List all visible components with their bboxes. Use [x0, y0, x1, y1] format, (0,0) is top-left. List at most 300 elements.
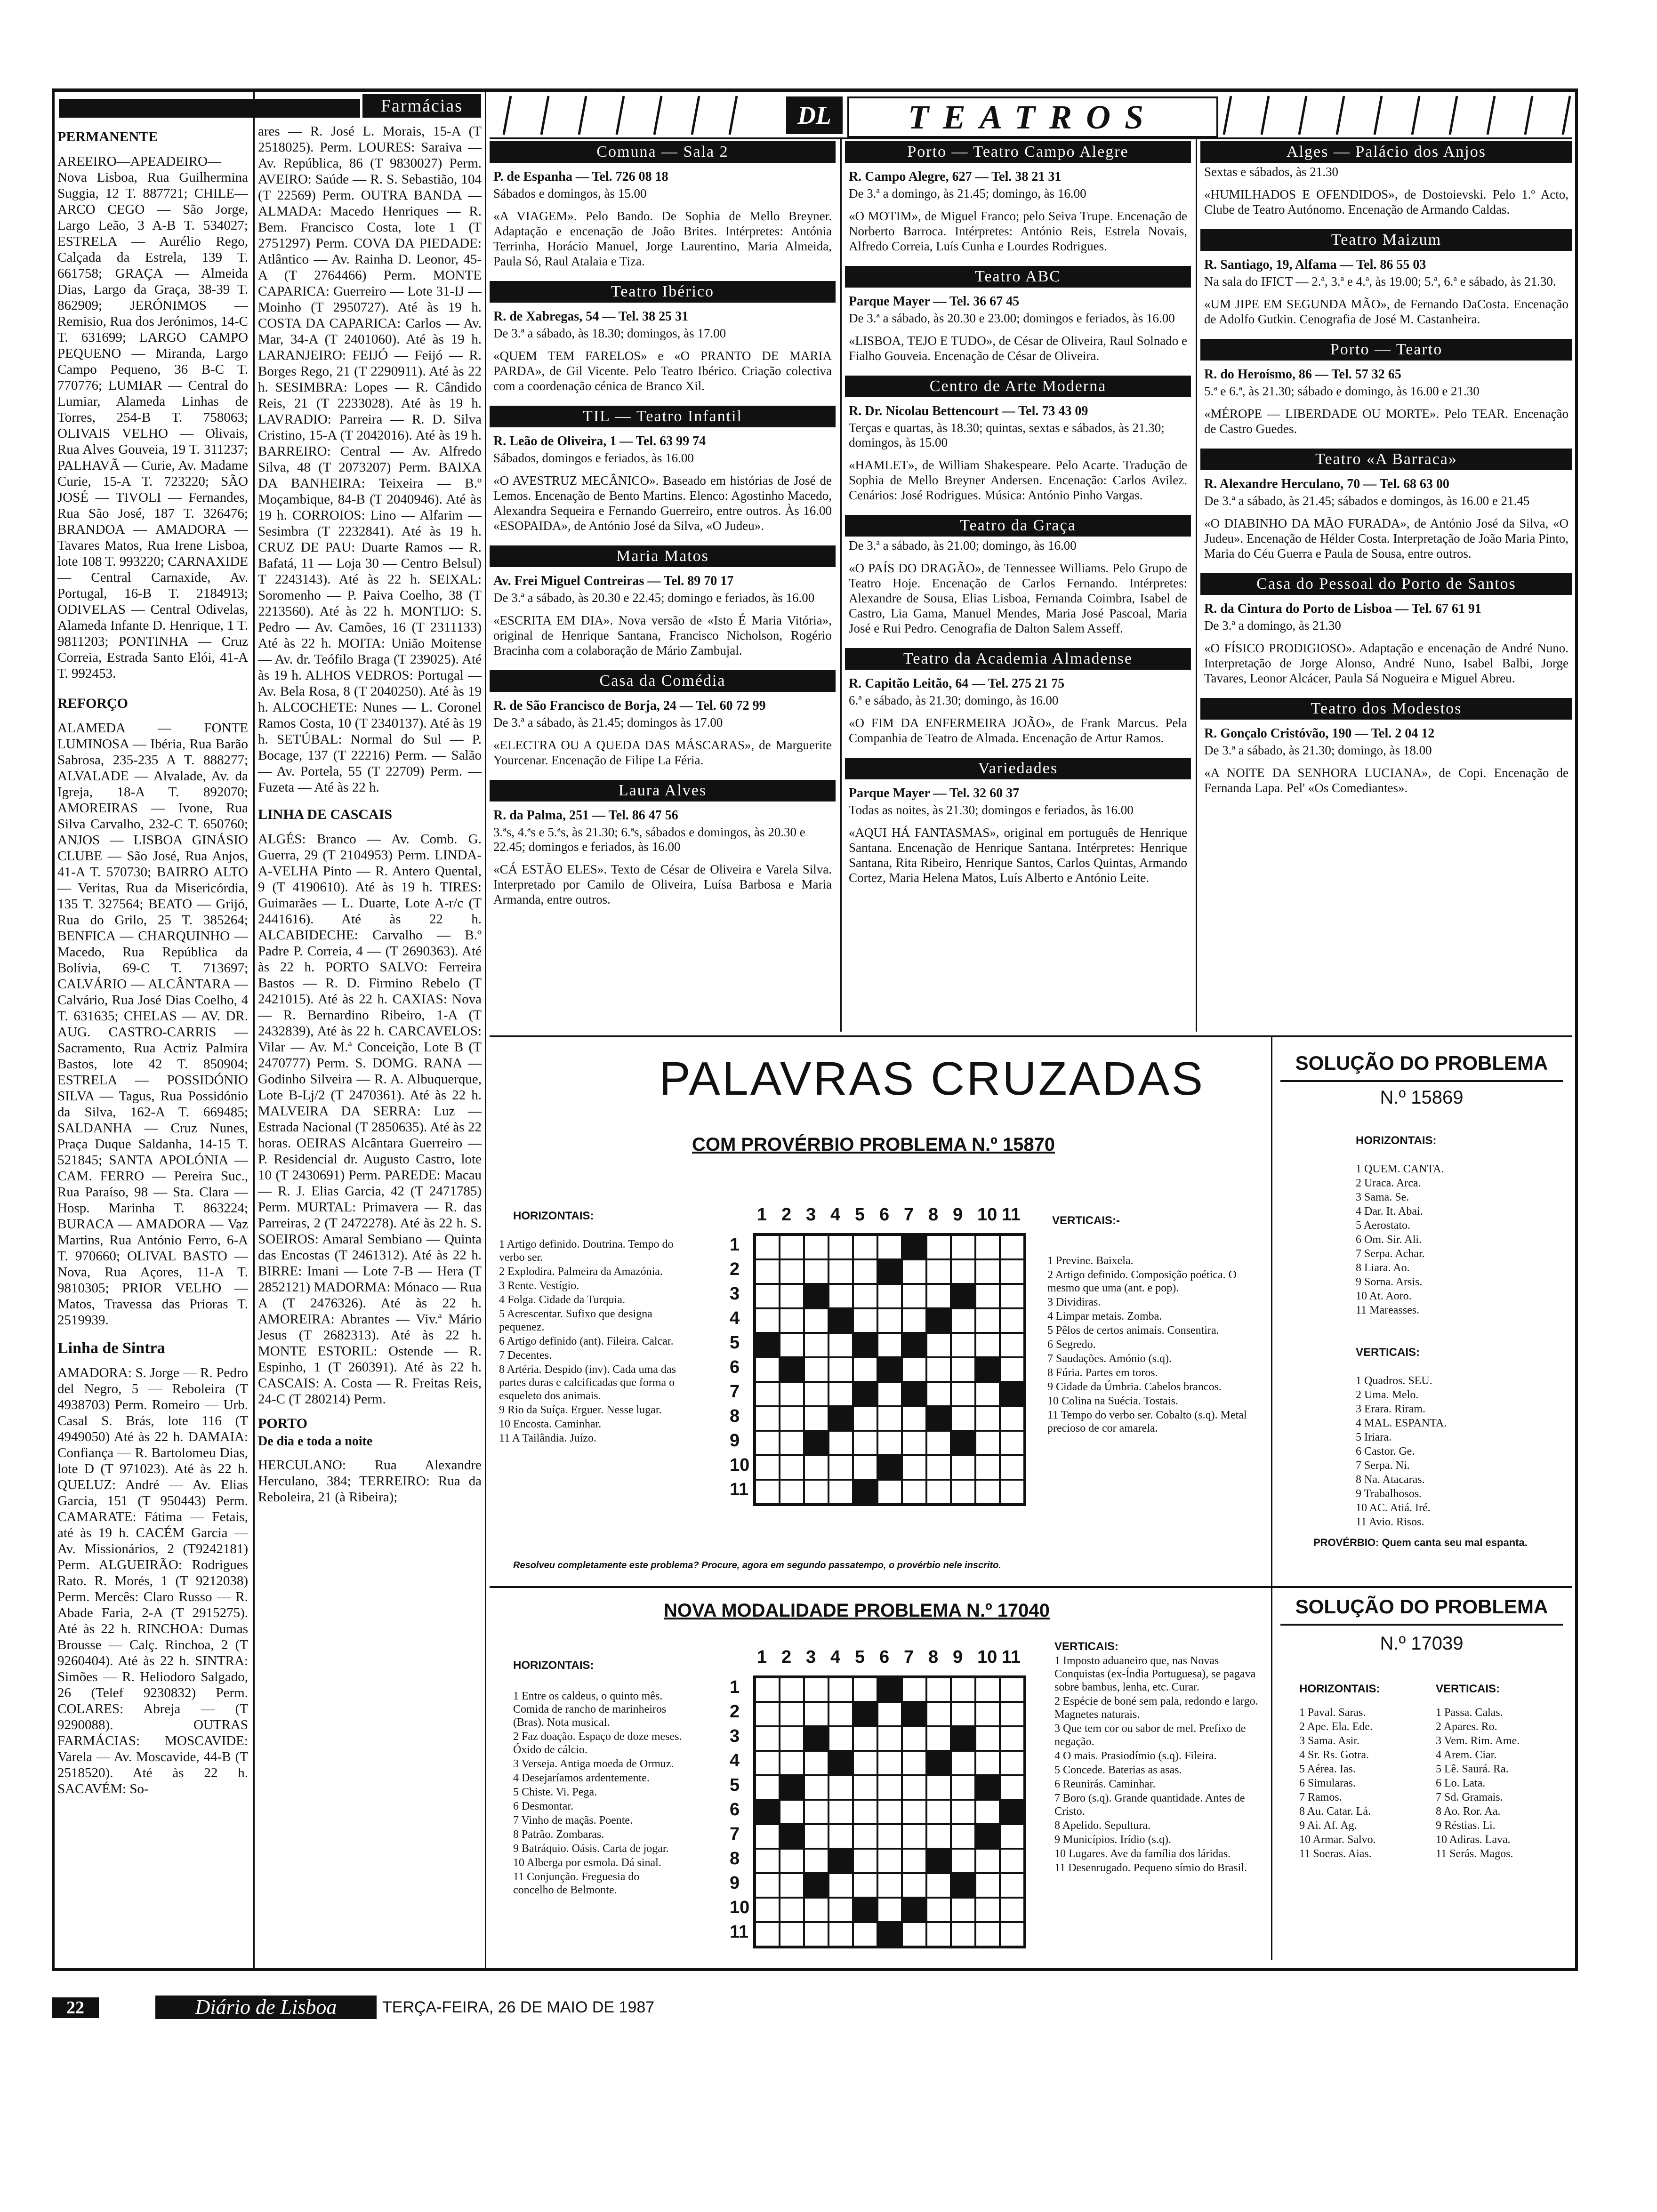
grid-cell[interactable] [804, 1702, 828, 1726]
grid-cell[interactable] [853, 1308, 877, 1333]
farmacias-col-1 [57, 123, 248, 1801]
grid-cell[interactable] [926, 1357, 951, 1382]
theatre-schedule: De 3.ª a sábado, às 21.45; sábados e domingos, às 16.00 e 21.45 [1204, 494, 1530, 508]
theatre-schedule: 5.ª e 6.ª, às 21.30; sábado e domingo, às 16.00 e 21.30 [1204, 384, 1480, 398]
grid-cell[interactable] [975, 1480, 1000, 1504]
grid-cell[interactable] [828, 1726, 853, 1751]
grid-cell[interactable] [853, 1824, 877, 1849]
theatre-address: R. da Cintura do Porto de Lisboa — Tel. 67 61 91 [1204, 601, 1481, 616]
theatre-description: «O AVESTRUZ MECÂNICO». Baseado em histórias de José de Lemos. Encenação de Bento Martins. Elenco: Agostinho Macedo, Alexandra Sequeira e Fernando Guerreiro, entre outros. Às 16.00 «ESOPAIDA», de António José da Silva, «O Judeu». [493, 473, 832, 533]
grid-cell[interactable] [853, 1357, 877, 1382]
clue-item: 11 Desenrugado. Pequeno símio do Brasil. [1054, 1862, 1247, 1874]
grid-cell[interactable] [926, 1235, 951, 1259]
grid-cell[interactable] [926, 1702, 951, 1726]
sol2-vert-label: VERTICAIS: [1436, 1683, 1500, 1695]
grid-cell[interactable] [780, 1800, 804, 1824]
theatre-description: «ELECTRA OU A QUEDA DAS MÁSCARAS», de Marguerite Yourcenar. Encenação de Filipe La Féria. [493, 738, 832, 767]
grid-cell[interactable] [975, 1455, 1000, 1480]
grid-cell[interactable] [780, 1259, 804, 1284]
theatre-description: «LISBOA, TEJO E TUDO», de César de Oliveira, Raul Solnado e Fialho Gouveia. Encenação de César de Oliveira. [849, 334, 1187, 363]
grid-cell[interactable] [975, 1677, 1000, 1702]
grid-cell[interactable] [926, 1382, 951, 1406]
grid-col-number: 9 [953, 1205, 963, 1225]
clue-item: 4 Desejaríamos ardentemente. [513, 1772, 650, 1784]
grid-cell[interactable] [951, 1406, 975, 1431]
clue-item: 7 Boro (s.q). Grande quantidade. Antes de Cristo. [1054, 1792, 1245, 1818]
grid-col-number: 9 [953, 1647, 963, 1667]
grid-block [902, 1333, 926, 1357]
cascais-text: ALGÉS: Branco — Av. Comb. G. Guerra, 29 (T 2104953) Perm. LINDA-A-VELHA Pinto — R. Antero Quental, 9 (T 4190610). Até às 19 h. TIRES: Guimarães — L. Duarte, Lote A-r/c (T 2441616). Até às 22 h. ALCABIDECHE: Carvalho — B.º Padre P. Correia, 4 — (T 2690363). Até às 22 h. PORTO SALVO: Ferreira Bastos — R. D. Firmino Rebelo (T 2421015). Até às 22 h. CAXIAS: Nova — R. Bernardino Ribeiro, 1-A (T 2432839), Até às 22 h. CARCAVELOS: Vilar — Av. M.ª Conceição, Lote B (T 2470777) Perm. S. DOMG. RANA — Godinho Silveira — R. A. Albuquerque, Lote B-Lj/2 (T 2470361). Até às 22 h. MALVEIRA DA SERRA: Luz — Estrada Nacional (T 2850635). Até às 22 horas. OEIRAS Alcântara Guerreiro — P. Residencial dr. Augusto Castro, lote 10 (T 2430691) Perm. PAREDE: Macau — R. J. Elias Garcia, 42 (T 2471785) Perm. MURTAL: Primavera — R. das Parreiras, 2 (T 2472278). Até às 22 h. S. SOEIROS: Amaral Sembiano — Quinta das Encostas (T 2461312). Até às 22 h. BIRRE: Imani — Lote 7-B — Hera (T 2852121) MADORMA: Mónaco — Rua A (T 2476326). Até às 22 h. AMOREIRA: Abrantes — Viv.ª Mário Jesus (T 2682313). Até às 22 h. MONTE ESTORIL: Ostende — R. Espinho, 1 (T 260391). Até às 22 h. CASCAIS: A. Costa — R. Freitas Reis, 24-C (T 280214) Perm. [258, 832, 482, 1407]
grid-cell[interactable] [877, 1800, 902, 1824]
grid-cell[interactable] [951, 1677, 975, 1702]
grid-col-number: 5 [855, 1205, 865, 1225]
grid-cell[interactable] [877, 1480, 902, 1504]
theatre-address: R. Santiago, 19, Alfama — Tel. 86 55 03 [1204, 257, 1426, 272]
grid-cell[interactable] [902, 1308, 926, 1333]
grid-cell[interactable] [828, 1382, 853, 1406]
grid-cell[interactable] [780, 1873, 804, 1898]
clue-item: 2 Explodira. Palmeira da Amazónia. [499, 1266, 663, 1278]
grid-cell[interactable] [1000, 1677, 1024, 1702]
grid-cell[interactable] [1000, 1357, 1024, 1382]
grid-cell[interactable] [804, 1800, 828, 1824]
sol2-horiz-label: HORIZONTAIS: [1299, 1683, 1380, 1695]
grid-cell[interactable] [902, 1922, 926, 1947]
grid-cell[interactable] [853, 1726, 877, 1751]
grid-cell[interactable] [853, 1235, 877, 1259]
grid-cell[interactable] [780, 1284, 804, 1308]
grid-cell[interactable] [902, 1259, 926, 1284]
grid-cell[interactable] [804, 1382, 828, 1406]
grid-cell[interactable] [975, 1702, 1000, 1726]
grid-cell[interactable] [902, 1873, 926, 1898]
grid-cell[interactable] [853, 1800, 877, 1824]
grid-cell[interactable] [1000, 1922, 1024, 1947]
grid-cell[interactable] [755, 1726, 780, 1751]
theatre-description: «A VIAGEM». Pelo Bando. De Sophia de Mello Breyner. Adaptação e encenação de João Brites. Intérpretes: Antónia Terrinha, Horácio Manuel, Jorge Laurentino, Maria Almeida, Paula Só, Raul Atalaia e Tiza. [493, 209, 832, 268]
grid-cell[interactable] [951, 1824, 975, 1849]
theatre-description: «ESCRITA EM DIA». Nova versão de «Isto É Maria Vitória», original de Henrique Santana, Francisco Nicholson, Rogério Bracinha com a colaboração de Mário Zambujal. [493, 613, 832, 657]
solution1-number: N.º 15869 [1380, 1087, 1464, 1108]
grid-cell[interactable] [828, 1333, 853, 1357]
grid-cell[interactable] [755, 1382, 780, 1406]
grid-cell[interactable] [828, 1824, 853, 1849]
grid-cell[interactable] [853, 1455, 877, 1480]
grid-cell[interactable] [1000, 1406, 1024, 1431]
theatre-address: R. de São Francisco de Borja, 24 — Tel. 60 72 99 [493, 698, 766, 713]
theatre-listing [845, 376, 1191, 503]
grid-cell[interactable] [877, 1431, 902, 1455]
clue-item: 1 Artigo definido. Doutrina. Tempo do verbo ser. [499, 1238, 674, 1264]
grid-cell[interactable] [780, 1922, 804, 1947]
grid-col-number: 10 [977, 1647, 997, 1667]
grid-cell[interactable] [755, 1775, 780, 1800]
clue-item: 10 Encosta. Caminhar. [499, 1418, 602, 1430]
grid-cell[interactable] [926, 1480, 951, 1504]
theatre-name: Alges — Palácio dos Anjos [1200, 141, 1572, 163]
grid-cell[interactable] [755, 1898, 780, 1922]
grid-cell[interactable] [780, 1751, 804, 1775]
clue-item: 7 Vinho de maçãs. Poente. [513, 1814, 633, 1827]
grid-cell[interactable] [804, 1775, 828, 1800]
grid-cell[interactable] [828, 1702, 853, 1726]
grid-cell[interactable] [902, 1431, 926, 1455]
theatre-address: R. de Xabregas, 54 — Tel. 38 25 31 [493, 309, 689, 324]
grid-block [877, 1922, 902, 1947]
clue-item: 7 Sd. Gramais. [1436, 1791, 1503, 1803]
grid-cell[interactable] [828, 1431, 853, 1455]
clue-item: 5 Aérea. Ias. [1299, 1763, 1356, 1775]
grid-cell[interactable] [1000, 1333, 1024, 1357]
grid-block [853, 1480, 877, 1504]
grid-cell[interactable] [975, 1751, 1000, 1775]
grid-cell[interactable] [926, 1455, 951, 1480]
grid-cell[interactable] [902, 1677, 926, 1702]
grid-block [755, 1800, 780, 1824]
clue-item: 7 Serpa. Achar. [1356, 1248, 1425, 1260]
grid-cell[interactable] [780, 1898, 804, 1922]
grid-cell[interactable] [877, 1898, 902, 1922]
theatre-schedule: De 3.ª a domingo, às 21.30 [1204, 618, 1341, 633]
grid-cell[interactable] [755, 1751, 780, 1775]
theatre-listing [490, 780, 836, 907]
grid-row-number: 6 [730, 1800, 740, 1819]
grid-cell[interactable] [755, 1849, 780, 1873]
grid-cell[interactable] [780, 1308, 804, 1333]
grid-cell[interactable] [926, 1775, 951, 1800]
grid-cell[interactable] [804, 1357, 828, 1382]
theatre-listing [490, 281, 836, 393]
grid-cell[interactable] [853, 1431, 877, 1455]
grid-cell[interactable] [902, 1751, 926, 1775]
grid-block [902, 1235, 926, 1259]
grid-cell[interactable] [877, 1751, 902, 1775]
grid-cell[interactable] [853, 1751, 877, 1775]
grid-cell[interactable] [755, 1357, 780, 1382]
grid-cell[interactable] [926, 1431, 951, 1455]
grid-cell[interactable] [926, 1677, 951, 1702]
grid-cell[interactable] [780, 1726, 804, 1751]
grid-cell[interactable] [780, 1702, 804, 1726]
clue-item: 8 Ao. Ror. Aa. [1436, 1805, 1501, 1818]
grid-cell[interactable] [951, 1751, 975, 1775]
theatre-name: Casa da Comédia [490, 670, 836, 692]
grid-cell[interactable] [1000, 1480, 1024, 1504]
grid-cell[interactable] [975, 1235, 1000, 1259]
grid-cell[interactable] [1000, 1775, 1024, 1800]
grid-cell[interactable] [828, 1480, 853, 1504]
grid-cell[interactable] [951, 1382, 975, 1406]
grid-cell[interactable] [951, 1455, 975, 1480]
grid-cell[interactable] [828, 1677, 853, 1702]
solution2-title-rule [1280, 1624, 1563, 1626]
grid-cell[interactable] [1000, 1455, 1024, 1480]
clue-item: 1 Passa. Calas. [1436, 1707, 1503, 1719]
grid-row-number: 4 [730, 1308, 740, 1328]
clue-item: 1 Entre os caldeus, o quinto mês. Comida de rancho de marinheiros (Bras). Nota musical. [513, 1690, 667, 1729]
grid-cell[interactable] [853, 1259, 877, 1284]
grid-row-number: 5 [730, 1775, 740, 1795]
grid-cell[interactable] [1000, 1751, 1024, 1775]
grid-cell[interactable] [1000, 1308, 1024, 1333]
grid-row-number: 4 [730, 1751, 740, 1771]
grid-cell[interactable] [780, 1677, 804, 1702]
grid-cell[interactable] [804, 1235, 828, 1259]
theatre-name: Porto — Tearto [1200, 339, 1572, 361]
grid-cell[interactable] [926, 1922, 951, 1947]
grid-cell[interactable] [853, 1406, 877, 1431]
grid-cell[interactable] [951, 1259, 975, 1284]
clue-item: 9 Municípios. Irídio (s.q). [1054, 1834, 1171, 1846]
permanente-heading: PERMANENTE [57, 129, 158, 144]
grid-cell[interactable] [804, 1259, 828, 1284]
grid-cell[interactable] [951, 1775, 975, 1800]
grid-cell[interactable] [780, 1235, 804, 1259]
grid-cell[interactable] [804, 1898, 828, 1922]
grid-cell[interactable] [951, 1922, 975, 1947]
grid-cell[interactable] [755, 1824, 780, 1849]
grid-cell[interactable] [853, 1775, 877, 1800]
theatre-schedule: Sábados e domingos, às 15.00 [493, 186, 647, 200]
grid-cell[interactable] [853, 1284, 877, 1308]
clue-item: 4 Folga. Cidade da Turquia. [499, 1294, 625, 1306]
grid-cell[interactable] [902, 1455, 926, 1480]
grid-cell[interactable] [951, 1898, 975, 1922]
grid-cell[interactable] [755, 1284, 780, 1308]
grid-cell[interactable] [951, 1702, 975, 1726]
grid-cell[interactable] [975, 1382, 1000, 1406]
grid-cell[interactable] [1000, 1259, 1024, 1284]
grid-cell[interactable] [828, 1922, 853, 1947]
grid-cell[interactable] [1000, 1873, 1024, 1898]
grid-row-number: 8 [730, 1406, 740, 1426]
grid-cell[interactable] [780, 1431, 804, 1455]
grid-cell[interactable] [926, 1259, 951, 1284]
grid-cell[interactable] [877, 1849, 902, 1873]
clue-item: 11 A Tailândia. Juízo. [499, 1432, 596, 1444]
grid-cell[interactable] [780, 1382, 804, 1406]
grid-cell[interactable] [926, 1824, 951, 1849]
grid-cell[interactable] [975, 1284, 1000, 1308]
grid-cell[interactable] [902, 1775, 926, 1800]
theatre-name: Porto — Teatro Campo Alegre [845, 141, 1191, 163]
grid-cell[interactable] [828, 1898, 853, 1922]
clue-item: 9 Ai. Af. Ag. [1299, 1819, 1357, 1832]
grid-cell[interactable] [877, 1284, 902, 1308]
grid-cell[interactable] [877, 1333, 902, 1357]
grid-cell[interactable] [951, 1800, 975, 1824]
clue-item: 2 Apares. Ro. [1436, 1721, 1497, 1733]
grid-cell[interactable] [902, 1726, 926, 1751]
grid-cell[interactable] [1000, 1849, 1024, 1873]
grid-cell[interactable] [951, 1333, 975, 1357]
grid-cell[interactable] [975, 1726, 1000, 1751]
grid-cell[interactable] [1000, 1702, 1024, 1726]
grid-cell[interactable] [1000, 1235, 1024, 1259]
grid-cell[interactable] [951, 1357, 975, 1382]
grid-cell[interactable] [902, 1284, 926, 1308]
grid-cell[interactable] [975, 1333, 1000, 1357]
grid-cell[interactable] [755, 1873, 780, 1898]
grid-cell[interactable] [926, 1333, 951, 1357]
grid-row-number: 9 [730, 1431, 740, 1451]
grid-cell[interactable] [828, 1455, 853, 1480]
grid-cell[interactable] [853, 1849, 877, 1873]
grid-cell[interactable] [755, 1308, 780, 1333]
grid-cell[interactable] [975, 1898, 1000, 1922]
grid-cell[interactable] [951, 1480, 975, 1504]
theatre-listing [845, 266, 1191, 363]
theatre-description: «CÁ ESTÃO ELES». Texto de César de Oliveira e Varela Silva. Interpretado por Camilo de Oliveira, Luísa Barbosa e Maria Armanda, entre outros. [493, 862, 832, 906]
teatros-divider-2 [1196, 137, 1197, 1032]
grid-cell[interactable] [755, 1480, 780, 1504]
grid-cell[interactable] [877, 1702, 902, 1726]
farmacias-col-2 [258, 123, 482, 1509]
grid-cell[interactable] [975, 1873, 1000, 1898]
theatre-name: Teatro da Academia Almadense [845, 648, 1191, 670]
grid-cell[interactable] [755, 1235, 780, 1259]
grid-cell[interactable] [804, 1480, 828, 1504]
grid-block [926, 1406, 951, 1431]
theatre-description: «O PAÍS DO DRAGÃO», de Tennessee Williams. Pelo Grupo de Teatro Hoje. Encenação de Carlos Fernando. Intérpretes: Alexandre de Sousa, Elias Lisboa, Fernanda Coimbra, Isabel de Castro, Lia Gama, Manuel Mendes, Maria José Pascoal, Maria José e Rui Pedro. Cenografia de Dalton Salem Asseff. [849, 561, 1187, 635]
grid-cell[interactable] [902, 1480, 926, 1504]
grid-cell[interactable] [951, 1308, 975, 1333]
clue-item: 11 Conjunção. Freguesia do concelho de Belmonte. [513, 1871, 640, 1896]
grid-cell[interactable] [902, 1849, 926, 1873]
theatre-schedule: De 3.ª a sábado, às 21.30; domingo, às 18.00 [1204, 743, 1432, 757]
grid-cell[interactable] [828, 1775, 853, 1800]
grid-cell[interactable] [755, 1431, 780, 1455]
grid-cell[interactable] [1000, 1431, 1024, 1455]
crossword1-grid[interactable] [753, 1233, 1026, 1506]
grid-cell[interactable] [877, 1406, 902, 1431]
grid-row-number: 1 [730, 1235, 740, 1255]
grid-cell[interactable] [804, 1751, 828, 1775]
grid-cell[interactable] [975, 1406, 1000, 1431]
theatre-schedule: De 3.ª a domingo, às 21.45; domingo, às 16.00 [849, 186, 1086, 200]
grid-cell[interactable] [1000, 1824, 1024, 1849]
grid-cell[interactable] [755, 1702, 780, 1726]
grid-cell[interactable] [975, 1800, 1000, 1824]
grid-cell[interactable] [828, 1800, 853, 1824]
grid-cell[interactable] [902, 1406, 926, 1431]
cw1-horiz-label: HORIZONTAIS: [513, 1210, 594, 1222]
grid-cell[interactable] [951, 1235, 975, 1259]
grid-cell[interactable] [926, 1284, 951, 1308]
grid-cell[interactable] [975, 1922, 1000, 1947]
sol1-horiz-label: HORIZONTAIS: [1356, 1134, 1437, 1147]
crossword2-grid[interactable] [753, 1675, 1026, 1948]
clue-item: 7 Ramos. [1299, 1791, 1342, 1803]
grid-cell[interactable] [975, 1259, 1000, 1284]
grid-cell[interactable] [755, 1406, 780, 1431]
grid-cell[interactable] [975, 1308, 1000, 1333]
grid-cell[interactable] [780, 1455, 804, 1480]
grid-cell[interactable] [755, 1677, 780, 1702]
theatre-description: «O MOTIM», de Miguel Franco; pelo Seiva Trupe. Encenação de Norberto Barroca. Intérpretes: António Reis, Estrela Novais, Alfredo Correia, Luís Cunha e Lourdes Rodrigues. [849, 209, 1187, 253]
grid-cell[interactable] [877, 1235, 902, 1259]
clue-item: 11 Tempo do verbo ser. Cobalto (s.q). Metal precioso de cor amarela. [1047, 1409, 1247, 1435]
grid-cell[interactable] [877, 1775, 902, 1800]
grid-cell[interactable] [804, 1824, 828, 1849]
clue-item: 5 Chiste. Vi. Pega. [513, 1786, 597, 1798]
grid-cell[interactable] [804, 1922, 828, 1947]
grid-cell[interactable] [877, 1308, 902, 1333]
grid-cell[interactable] [755, 1455, 780, 1480]
grid-block [902, 1702, 926, 1726]
clue-item: 6 Simularas. [1299, 1777, 1356, 1789]
crossword2-subtitle: NOVA MODALIDADE PROBLEMA N.º 17040 [664, 1600, 1050, 1621]
cw2-horiz-clues [513, 1690, 683, 1898]
grid-cell[interactable] [804, 1308, 828, 1333]
grid-row-number: 10 [730, 1455, 750, 1475]
issue-date: TERÇA-FEIRA, 26 DE MAIO DE 1987 [382, 1998, 655, 2016]
theatre-address: R. Gonçalo Cristóvão, 190 — Tel. 2 04 12 [1204, 726, 1435, 741]
grid-cell[interactable] [853, 1677, 877, 1702]
grid-cell[interactable] [828, 1235, 853, 1259]
grid-cell[interactable] [926, 1800, 951, 1824]
grid1-row-numbers [730, 1233, 753, 1506]
grid-cell[interactable] [926, 1898, 951, 1922]
clue-item: 6 Om. Sir. Ali. [1356, 1234, 1422, 1246]
theatre-listing [845, 758, 1191, 885]
grid-cell[interactable] [780, 1480, 804, 1504]
grid-cell[interactable] [804, 1677, 828, 1702]
grid-cell[interactable] [804, 1455, 828, 1480]
grid-cell[interactable] [755, 1259, 780, 1284]
grid-cell[interactable] [1000, 1898, 1024, 1922]
grid-cell[interactable] [755, 1922, 780, 1947]
grid-cell[interactable] [804, 1333, 828, 1357]
grid-cell[interactable] [877, 1824, 902, 1849]
grid-cell[interactable] [951, 1849, 975, 1873]
masthead: Diário de Lisboa [155, 1996, 377, 2019]
clue-item: 2 Ape. Ela. Ede. [1299, 1721, 1373, 1733]
grid-row-number: 3 [730, 1726, 740, 1746]
grid-cell[interactable] [877, 1873, 902, 1898]
grid-cell[interactable] [828, 1873, 853, 1898]
dl-logo: DL [786, 96, 843, 134]
grid-cell[interactable] [828, 1284, 853, 1308]
grid-cell[interactable] [926, 1726, 951, 1751]
grid-cell[interactable] [804, 1849, 828, 1873]
grid-cell[interactable] [902, 1800, 926, 1824]
grid-cell[interactable] [877, 1382, 902, 1406]
grid-cell[interactable] [877, 1726, 902, 1751]
grid-cell[interactable] [975, 1849, 1000, 1873]
theatre-name: Teatro Maizum [1200, 229, 1572, 251]
clue-item: 3 Verseja. Antiga moeda de Ormuz. [513, 1758, 674, 1770]
bottom-rule [52, 1968, 1578, 1971]
grid-cell[interactable] [828, 1357, 853, 1382]
grid-cell[interactable] [926, 1873, 951, 1898]
grid-cell[interactable] [780, 1849, 804, 1873]
grid-cell[interactable] [1000, 1284, 1024, 1308]
grid-cell[interactable] [780, 1406, 804, 1431]
grid-cell[interactable] [1000, 1726, 1024, 1751]
grid-cell[interactable] [780, 1333, 804, 1357]
clue-item: 3 Erara. Riram. [1356, 1403, 1425, 1415]
grid-cell[interactable] [853, 1873, 877, 1898]
grid-cell[interactable] [853, 1922, 877, 1947]
grid-cell[interactable] [828, 1259, 853, 1284]
teatros-col-2 [845, 141, 1191, 898]
clue-item: 2 Faz doação. Espaço de doze meses. Óxido de cálcio. [513, 1731, 682, 1756]
grid-cell[interactable] [975, 1431, 1000, 1455]
grid-cell[interactable] [902, 1824, 926, 1849]
grid-cell[interactable] [804, 1406, 828, 1431]
grid-cell[interactable] [902, 1357, 926, 1382]
